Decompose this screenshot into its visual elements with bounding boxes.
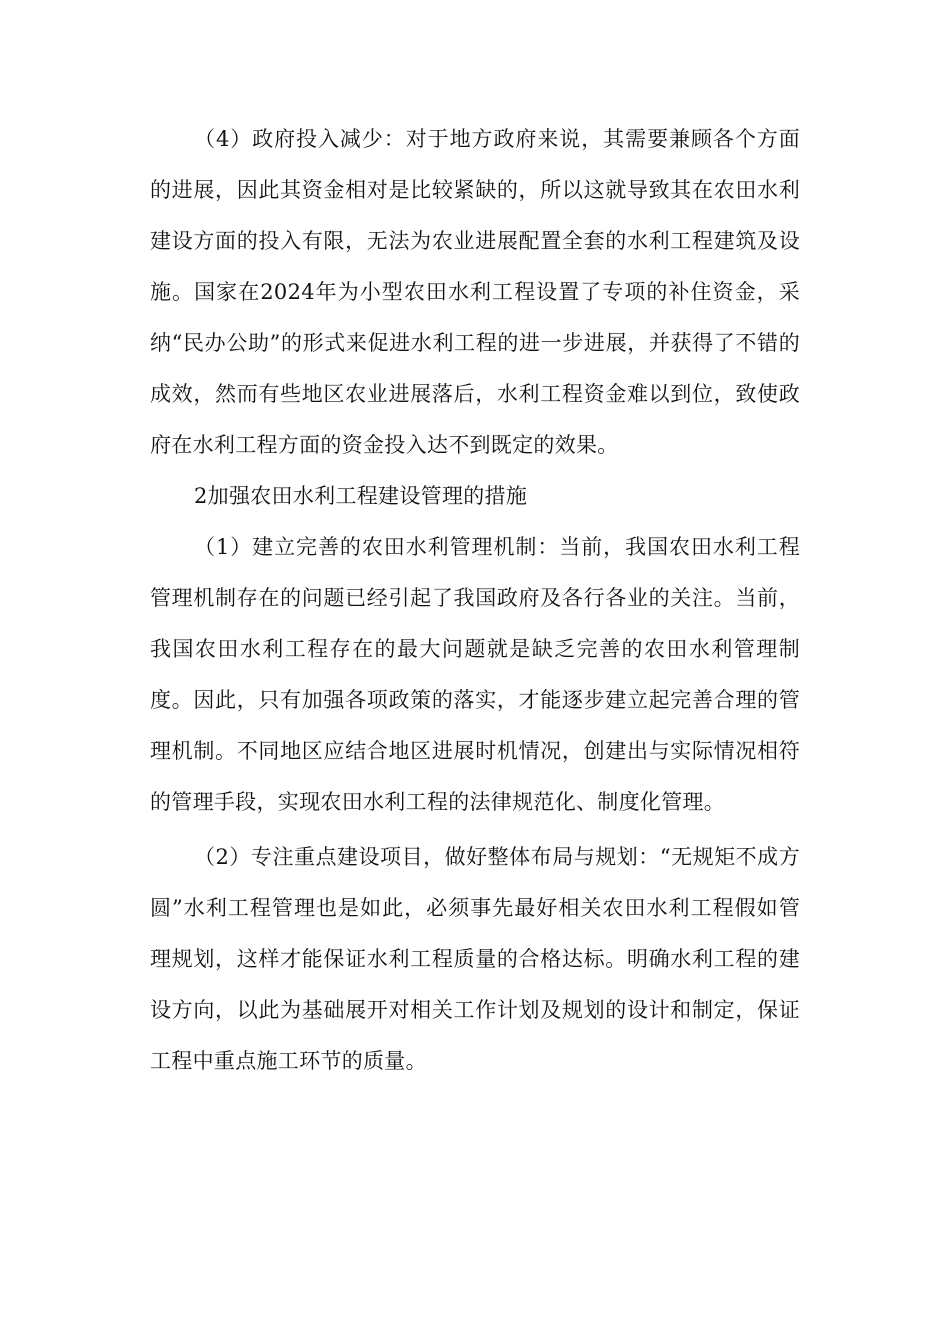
- paragraph-key-projects: （2）专注重点建设项目，做好整体布局与规划：“无规矩不成方圆”水利工程管理也是如此，必须事先最好相关农田水利工程假如管理规划，这样才能保证水利工程质量的合格达标。明确水利工程的建设方向，以此为基础展开对相关工作计划及规划的设计和制定，保证工程中重点施工环节的质量。: [150, 845, 800, 1073]
- paragraph-management-mechanism: （1）建立完善的农田水利管理机制：当前，我国农田水利工程管理机制存在的问题已经引起了我国政府及各行各业的关注。当前，我国农田水利工程存在的最大问题就是缺乏完善的农田水利管理制度。因此，只有加强各项政策的落实，才能逐步建立起完善合理的管理机制。不同地区应结合地区进展时机情况，创建出与实际情况相符的管理手段，实现农田水利工程的法律规范化、制度化管理。: [150, 535, 800, 814]
- document-body: [150, 114, 800, 1087]
- section-heading-measures: 2加强农田水利工程建设管理的措施: [194, 484, 528, 508]
- paragraph-government-investment: （4）政府投入减少：对于地方政府来说，其需要兼顾各个方面的进展，因此其资金相对是比较紧缺的，所以这就导致其在农田水利建设方面的投入有限，无法为农业进展配置全套的水利工程建筑及设施。国家在2024年为小型农田水利工程设置了专项的补住资金，采纳“民办公助”的形式来促进水利工程的进一步进展，并获得了不错的成效，然而有些地区农业进展落后，水利工程资金难以到位，致使政府在水利工程方面的资金投入达不到既定的效果。: [150, 127, 800, 457]
